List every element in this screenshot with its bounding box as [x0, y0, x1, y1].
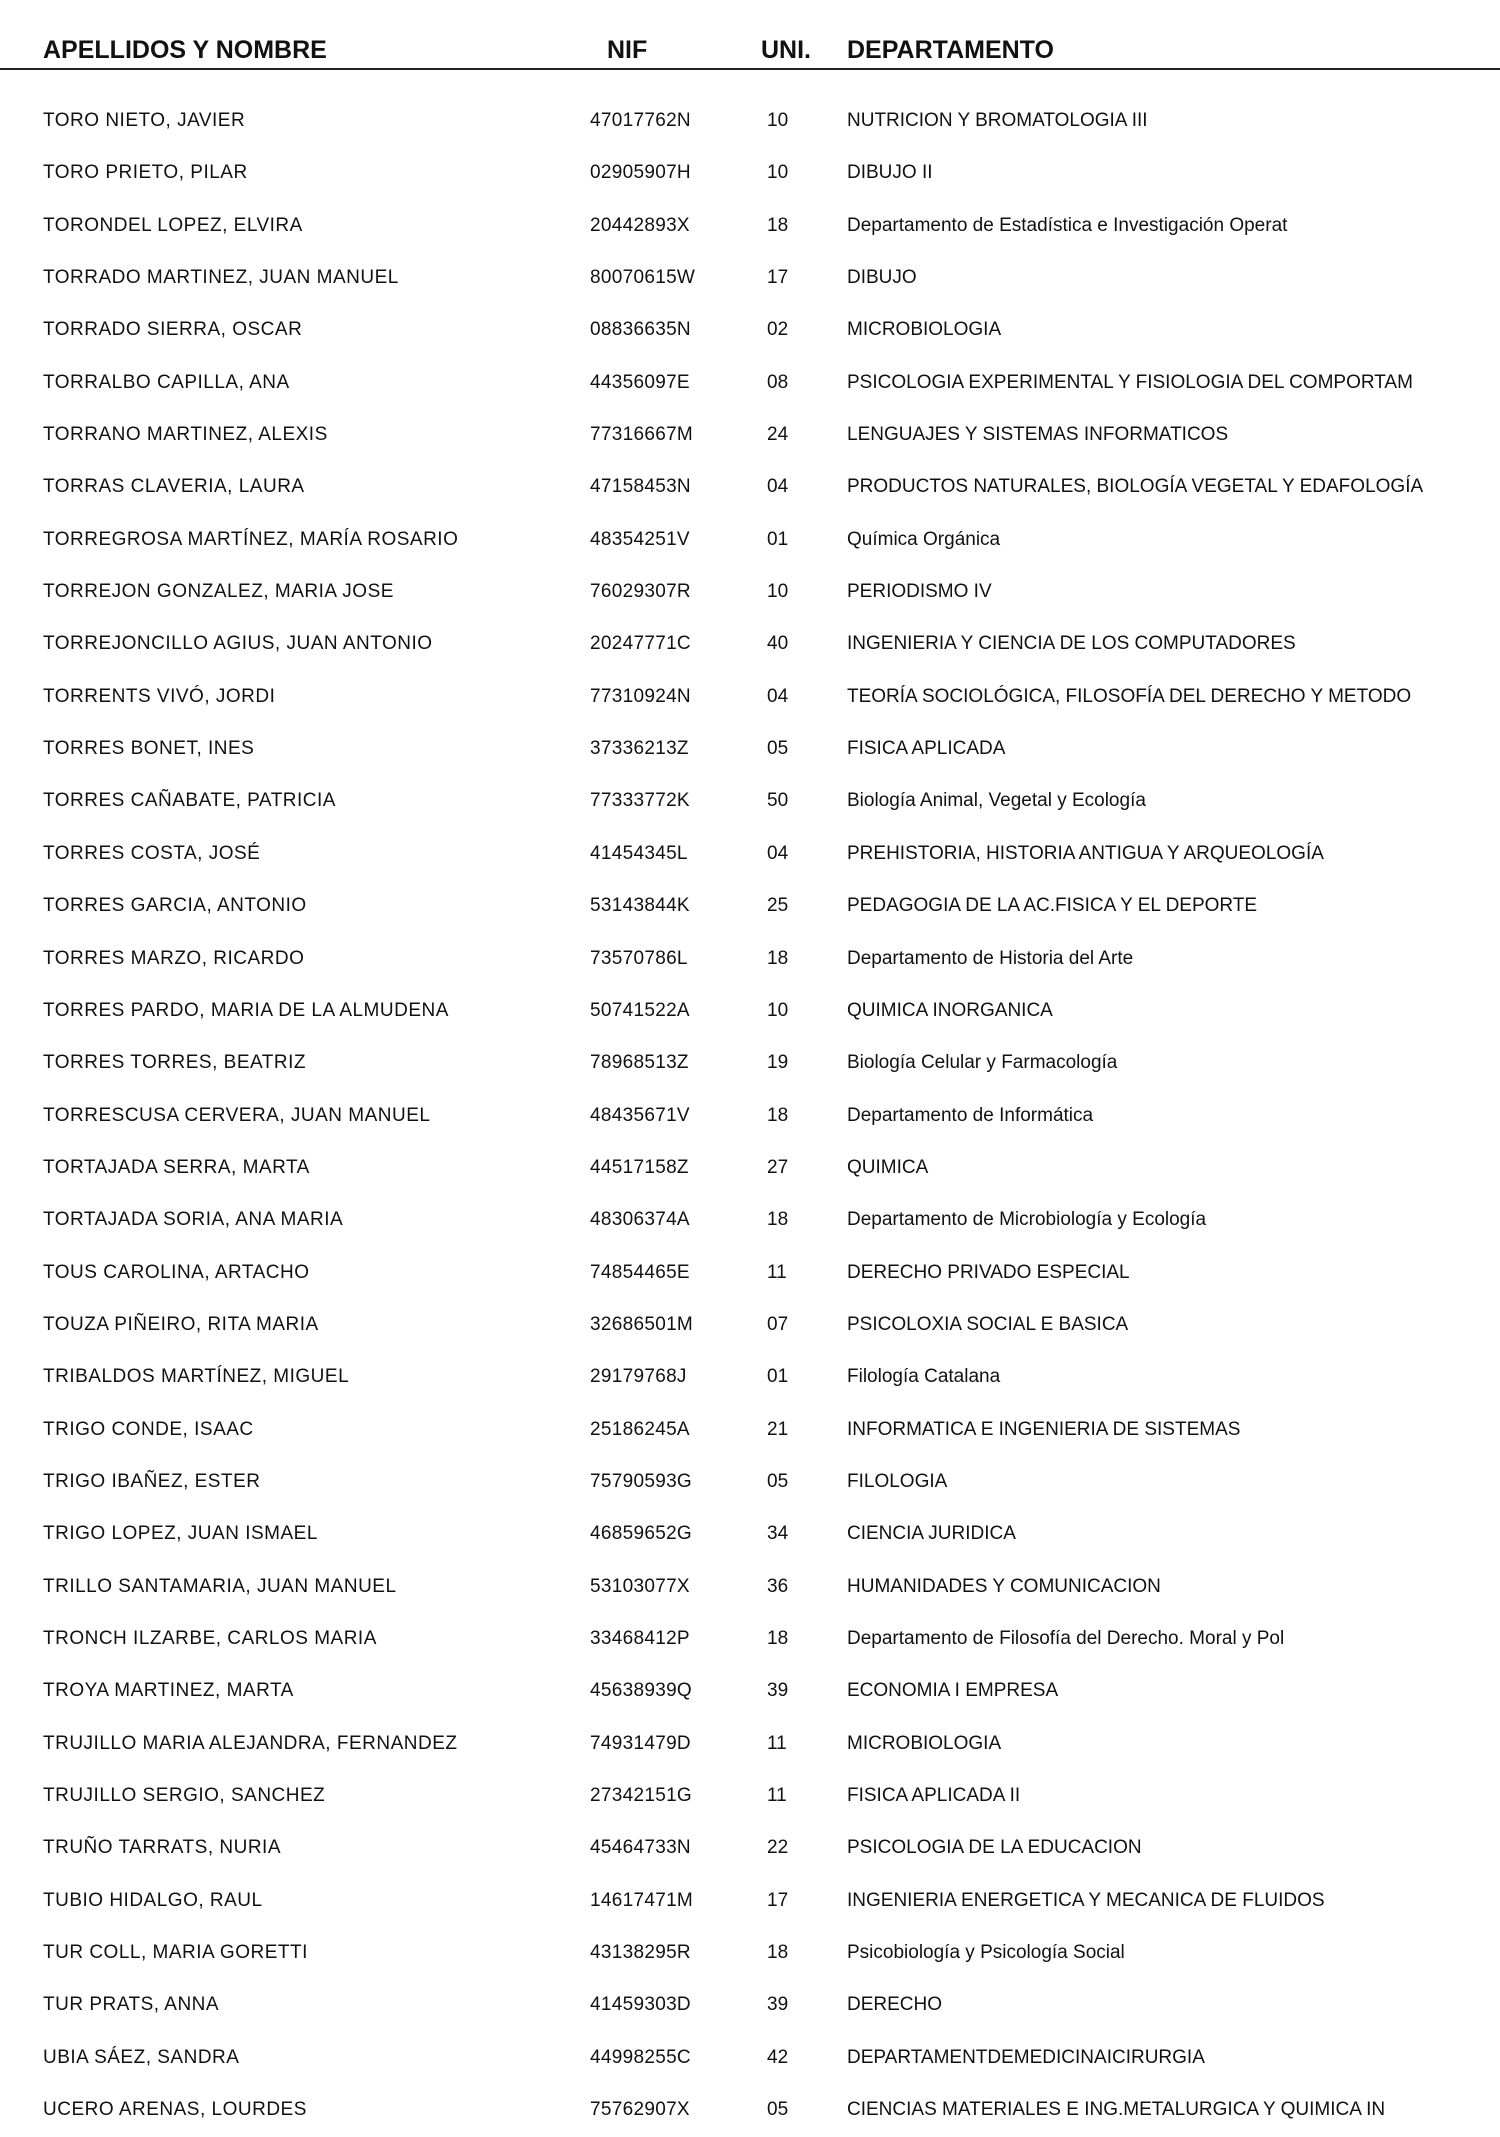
table-row	[0, 1876, 1500, 1928]
row-nif: 41454345L	[590, 842, 688, 864]
row-department: QUIMICA INORGANICA	[847, 999, 1053, 1021]
row-nif: 53143844K	[590, 895, 690, 917]
row-uni: 10	[767, 999, 789, 1021]
row-uni: 02	[767, 319, 789, 341]
row-name: TORRADO SIERRA, OSCAR	[43, 319, 303, 341]
row-name: TUBIO HIDALGO, RAUL	[43, 1889, 263, 1911]
row-name: TRUJILLO SERGIO, SANCHEZ	[43, 1785, 326, 1806]
table-row	[0, 462, 1500, 514]
row-department: FISICA APLICADA II	[847, 1785, 1021, 1806]
row-department: MICROBIOLOGIA	[847, 1732, 1002, 1754]
table-row	[0, 724, 1500, 776]
row-uni: 11	[767, 1261, 787, 1283]
header-department: DEPARTAMENTO	[847, 36, 1054, 64]
row-name: TORTAJADA SERRA, MARTA	[43, 1156, 310, 1178]
row-department: PRODUCTOS NATURALES, BIOLOGÍA VEGETAL Y EDAFOLOGÍA	[847, 476, 1424, 498]
row-nif: 53103077X	[590, 1575, 690, 1597]
row-department: QUIMICA	[847, 1156, 929, 1178]
table-row	[0, 2085, 1500, 2137]
row-uni: 24	[767, 424, 789, 446]
row-department: NUTRICION Y BROMATOLOGIA III	[847, 110, 1148, 131]
row-name: TRIGO IBAÑEZ, ESTER	[43, 1470, 261, 1492]
row-department: PEDAGOGIA DE LA AC.FISICA Y EL DEPORTE	[847, 895, 1258, 917]
row-name: TORTAJADA SORIA, ANA MARIA	[43, 1209, 344, 1231]
row-nif: 76029307R	[590, 581, 691, 603]
row-nif: 48306374A	[590, 1209, 690, 1231]
row-name: TROYA MARTINEZ, MARTA	[43, 1680, 294, 1702]
row-nif: 27342151G	[590, 1785, 693, 1806]
table-row	[0, 1771, 1500, 1823]
row-department: Biología Celular y Farmacología	[847, 1052, 1118, 1074]
table-row	[0, 305, 1500, 357]
row-department: PSICOLOGIA DE LA EDUCACION	[847, 1837, 1142, 1859]
row-department: Departamento de Filosofía del Derecho. Moral y Pol	[847, 1627, 1285, 1649]
row-department: PSICOLOXIA SOCIAL E BASICA	[847, 1313, 1129, 1335]
row-department: LENGUAJES Y SISTEMAS INFORMATICOS	[847, 424, 1229, 446]
row-uni: 11	[767, 1785, 787, 1806]
table-row	[0, 776, 1500, 828]
row-uni: 07	[767, 1313, 789, 1335]
row-department: FILOLOGIA	[847, 1470, 948, 1492]
row-name: TORRAS CLAVERIA, LAURA	[43, 476, 305, 498]
row-nif: 47017762N	[590, 110, 691, 131]
table-row	[0, 1091, 1500, 1143]
row-uni: 40	[767, 633, 789, 655]
row-nif: 45464733N	[590, 1837, 691, 1859]
table-row	[0, 1195, 1500, 1247]
row-uni: 11	[767, 1732, 787, 1754]
row-uni: 05	[767, 2099, 789, 2121]
row-nif: 75762907X	[590, 2099, 690, 2121]
row-uni: 08	[767, 371, 789, 393]
row-department: DIBUJO	[847, 267, 917, 289]
table-row	[0, 358, 1500, 410]
table-row	[0, 515, 1500, 567]
header-divider	[0, 68, 1500, 70]
row-name: TORRENTS VIVÓ, JORDI	[43, 685, 276, 707]
row-name: TORRALBO CAPILLA, ANA	[43, 371, 290, 393]
row-uni: 18	[767, 1209, 789, 1231]
row-uni: 01	[767, 528, 789, 550]
row-nif: 78968513Z	[590, 1052, 689, 1074]
row-uni: 18	[767, 1104, 789, 1126]
row-nif: 29179768J	[590, 1366, 687, 1388]
row-department: PREHISTORIA, HISTORIA ANTIGUA Y ARQUEOLOGÍA	[847, 842, 1324, 864]
row-name: TORONDEL LOPEZ, ELVIRA	[43, 214, 303, 236]
row-name: TRIGO CONDE, ISAAC	[43, 1418, 254, 1440]
row-name: TORO PRIETO, PILAR	[43, 162, 248, 184]
row-nif: 77333772K	[590, 790, 690, 812]
row-nif: 48435671V	[590, 1104, 690, 1126]
row-nif: 02905907H	[590, 162, 691, 184]
row-department: PSICOLOGIA EXPERIMENTAL Y FISIOLOGIA DEL COMPORTAM	[847, 371, 1413, 393]
table-row	[0, 1248, 1500, 1300]
row-department: FISICA APLICADA	[847, 738, 1006, 760]
table-row	[0, 672, 1500, 724]
row-name: TORRES PARDO, MARIA DE LA ALMUDENA	[43, 999, 449, 1021]
row-name: TORREJON GONZALEZ, MARIA JOSE	[43, 581, 394, 603]
row-nif: 44356097E	[590, 371, 690, 393]
table-row	[0, 881, 1500, 933]
table-row	[0, 148, 1500, 200]
row-nif: 80070615W	[590, 267, 696, 289]
row-department: Departamento de Microbiología y Ecología	[847, 1209, 1207, 1231]
row-uni: 27	[767, 1156, 789, 1178]
row-name: TOUS CAROLINA, ARTACHO	[43, 1261, 310, 1283]
row-nif: 47158453N	[590, 476, 691, 498]
table-row	[0, 1143, 1500, 1195]
row-uni: 18	[767, 214, 789, 236]
row-department: INFORMATICA E INGENIERIA DE SISTEMAS	[847, 1418, 1241, 1440]
row-nif: 73570786L	[590, 947, 688, 969]
table-row	[0, 96, 1500, 148]
row-uni: 04	[767, 842, 789, 864]
row-name: TRUJILLO MARIA ALEJANDRA, FERNANDEZ	[43, 1732, 458, 1754]
row-department: Departamento de Historia del Arte	[847, 947, 1134, 969]
row-name: TUR PRATS, ANNA	[43, 1994, 220, 2016]
row-uni: 05	[767, 738, 789, 760]
row-department: DIBUJO II	[847, 162, 933, 184]
row-name: TRUÑO TARRATS, NURIA	[43, 1837, 282, 1859]
row-department: INGENIERIA ENERGETICA Y MECANICA DE FLUIDOS	[847, 1889, 1325, 1911]
row-uni: 17	[767, 267, 789, 289]
table-row	[0, 1038, 1500, 1090]
header-name: APELLIDOS Y NOMBRE	[43, 36, 327, 64]
row-nif: 44517158Z	[590, 1156, 689, 1178]
row-nif: 25186245A	[590, 1418, 690, 1440]
row-uni: 25	[767, 895, 789, 917]
row-nif: 77316667M	[590, 424, 694, 446]
row-uni: 39	[767, 1994, 789, 2016]
row-name: TORRES MARZO, RICARDO	[43, 947, 305, 969]
row-uni: 19	[767, 1052, 789, 1074]
table-row	[0, 934, 1500, 986]
row-department: INGENIERIA Y CIENCIA DE LOS COMPUTADORES	[847, 633, 1296, 655]
row-uni: 05	[767, 1470, 789, 1492]
row-uni: 01	[767, 1366, 789, 1388]
table-row	[0, 1666, 1500, 1718]
table-row	[0, 1980, 1500, 2032]
row-department: CIENCIAS MATERIALES E ING.METALURGICA Y QUIMICA IN	[847, 2099, 1386, 2121]
row-name: TORRANO MARTINEZ, ALEXIS	[43, 424, 328, 446]
row-uni: 18	[767, 1627, 789, 1649]
row-department: Departamento de Informática	[847, 1104, 1094, 1126]
row-department: ECONOMIA I EMPRESA	[847, 1680, 1059, 1702]
table-row	[0, 829, 1500, 881]
table-row	[0, 1509, 1500, 1561]
row-nif: 08836635N	[590, 319, 691, 341]
table-row	[0, 567, 1500, 619]
row-nif: 74931479D	[590, 1732, 691, 1754]
table-row	[0, 2033, 1500, 2085]
row-nif: 43138295R	[590, 1942, 691, 1964]
row-nif: 77310924N	[590, 685, 691, 707]
row-name: UBIA SÁEZ, SANDRA	[43, 2046, 240, 2068]
table-row	[0, 1405, 1500, 1457]
row-department: DEPARTAMENTDEMEDICINAICIRURGIA	[847, 2046, 1205, 2068]
row-department: CIENCIA JURIDICA	[847, 1523, 1016, 1545]
row-uni: 10	[767, 110, 789, 131]
row-nif: 46859652G	[590, 1523, 693, 1545]
table-row	[0, 1823, 1500, 1875]
row-department: TEORÍA SOCIOLÓGICA, FILOSOFÍA DEL DERECHO Y METODO	[847, 685, 1412, 707]
row-department: Biología Animal, Vegetal y Ecología	[847, 790, 1146, 812]
row-nif: 20442893X	[590, 214, 690, 236]
row-department: HUMANIDADES Y COMUNICACION	[847, 1575, 1161, 1597]
row-name: TORRADO MARTINEZ, JUAN MANUEL	[43, 267, 399, 289]
row-nif: 45638939Q	[590, 1680, 693, 1702]
row-nif: 48354251V	[590, 528, 690, 550]
row-name: TORRES COSTA, JOSÉ	[43, 842, 261, 864]
row-department: DERECHO PRIVADO ESPECIAL	[847, 1261, 1130, 1283]
row-uni: 42	[767, 2046, 789, 2068]
table-row	[0, 1457, 1500, 1509]
row-name: TORRES GARCIA, ANTONIO	[43, 895, 307, 917]
row-name: TORRESCUSA CERVERA, JUAN MANUEL	[43, 1104, 431, 1126]
row-nif: 44998255C	[590, 2046, 691, 2068]
row-department: Filología Catalana	[847, 1366, 1001, 1388]
row-name: TORREJONCILLO AGIUS, JUAN ANTONIO	[43, 633, 433, 655]
row-name: TRIBALDOS MARTÍNEZ, MIGUEL	[43, 1366, 350, 1388]
row-uni: 22	[767, 1837, 789, 1859]
row-name: TORRES TORRES, BEATRIZ	[43, 1052, 306, 1074]
row-name: TOUZA PIÑEIRO, RITA MARIA	[43, 1313, 319, 1335]
row-uni: 39	[767, 1680, 789, 1702]
row-name: TRIGO LOPEZ, JUAN ISMAEL	[43, 1523, 318, 1545]
row-uni: 21	[767, 1418, 789, 1440]
header-nif: NIF	[607, 36, 648, 64]
table-body	[0, 96, 1500, 2137]
row-nif: 37336213Z	[590, 738, 689, 760]
row-uni: 10	[767, 581, 789, 603]
row-nif: 32686501M	[590, 1313, 694, 1335]
row-uni: 50	[767, 790, 789, 812]
table-row	[0, 1614, 1500, 1666]
row-uni: 04	[767, 476, 789, 498]
row-nif: 50741522A	[590, 999, 690, 1021]
row-name: TORO NIETO, JAVIER	[43, 110, 246, 131]
row-uni: 18	[767, 947, 789, 969]
table-row	[0, 253, 1500, 305]
row-uni: 10	[767, 162, 789, 184]
row-department: Psicobiología y Psicología Social	[847, 1942, 1125, 1964]
table-row	[0, 986, 1500, 1038]
row-uni: 34	[767, 1523, 789, 1545]
header-uni: UNI.	[761, 36, 811, 64]
row-department: MICROBIOLOGIA	[847, 319, 1002, 341]
row-department: Departamento de Estadística e Investigación Operat	[847, 214, 1288, 236]
row-name: TORRES CAÑABATE, PATRICIA	[43, 790, 336, 812]
row-name: TORREGROSA MARTÍNEZ, MARÍA ROSARIO	[43, 528, 459, 550]
table-row	[0, 1300, 1500, 1352]
table-row	[0, 1562, 1500, 1614]
row-nif: 41459303D	[590, 1994, 691, 2016]
row-uni: 18	[767, 1942, 789, 1964]
row-name: TRONCH ILZARBE, CARLOS MARIA	[43, 1627, 377, 1649]
row-nif: 20247771C	[590, 633, 691, 655]
table-row	[0, 1719, 1500, 1771]
table-row	[0, 619, 1500, 671]
row-uni: 36	[767, 1575, 789, 1597]
row-name: TORRES BONET, INES	[43, 738, 255, 760]
table-row	[0, 410, 1500, 462]
row-nif: 74854465E	[590, 1261, 690, 1283]
row-name: TUR COLL, MARIA GORETTI	[43, 1942, 308, 1964]
table-header	[0, 30, 1500, 72]
row-name: UCERO ARENAS, LOURDES	[43, 2099, 307, 2121]
table-row	[0, 1352, 1500, 1404]
row-uni: 17	[767, 1889, 789, 1911]
row-department: Química Orgánica	[847, 528, 1001, 550]
table-row	[0, 1928, 1500, 1980]
row-department: DERECHO	[847, 1994, 943, 2016]
row-name: TRILLO SANTAMARIA, JUAN MANUEL	[43, 1575, 397, 1597]
table-row	[0, 201, 1500, 253]
row-uni: 04	[767, 685, 789, 707]
row-nif: 33468412P	[590, 1627, 690, 1649]
row-department: PERIODISMO IV	[847, 581, 992, 603]
row-nif: 14617471M	[590, 1889, 694, 1911]
row-nif: 75790593G	[590, 1470, 693, 1492]
